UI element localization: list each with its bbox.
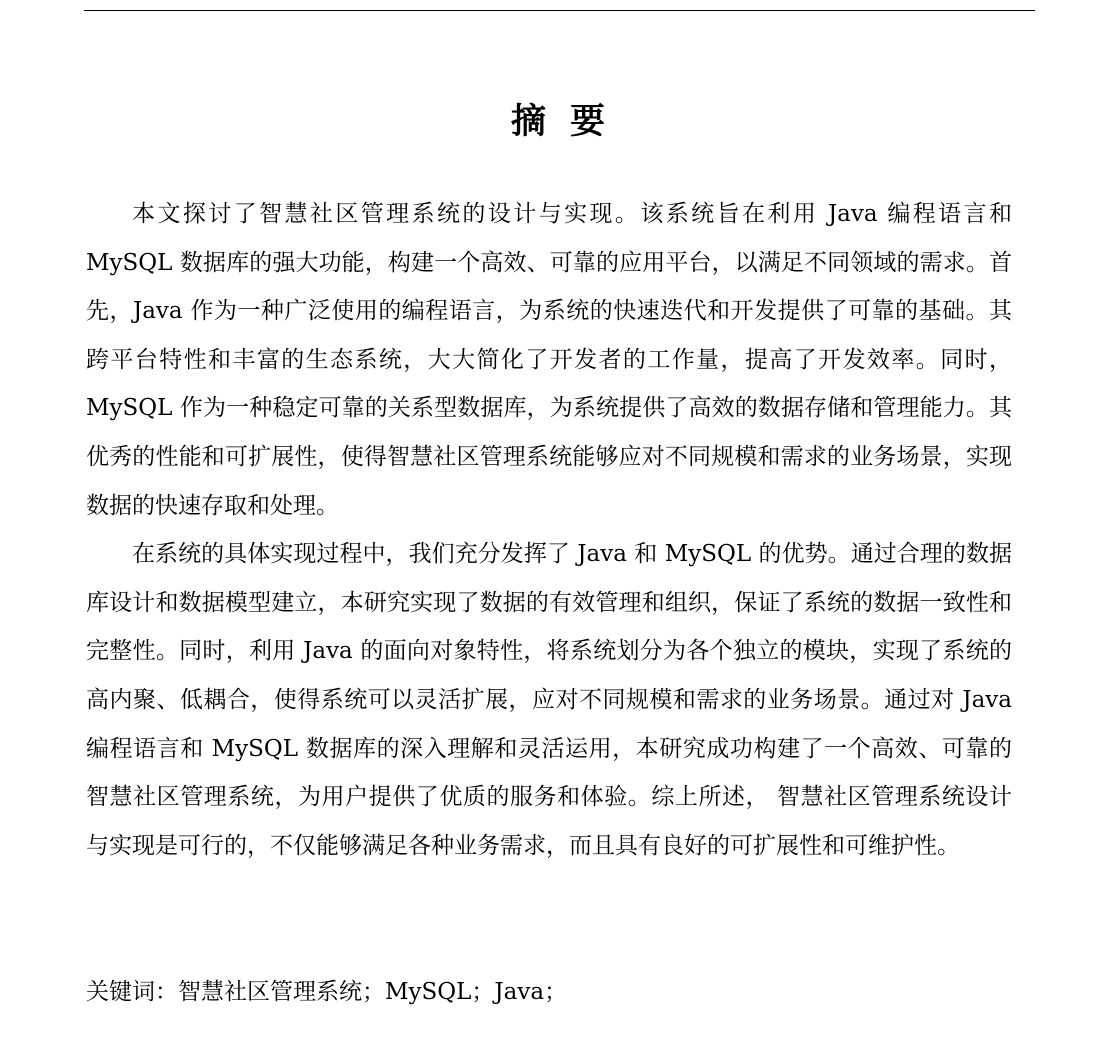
abstract-body (86, 190, 1012, 870)
abstract-paragraph-2: 在系统的具体实现过程中，我们充分发挥了 Java 和 MySQL 的优势。通过合理的数据库设计和数据模型建立，本研究实现了数据的有效管理和组织，保证了系统的数据一致性和完整性。同时，利用 Java 的面向对象特性，将系统划分为各个独立的模块，实现了系统的高内聚、低耦合，使得系统可以灵活扩展，应对不同规模和需求的业务场景。通过对 Java 编程语言和 MySQL 数据库的深入理解和灵活运用，本研究成功构建了一个高效、可靠的智慧社区管理系统，为用户提供了优质的服务和体验。综上所述， 智慧社区管理系统设计与实现是可行的，不仅能够满足各种业务需求，而且具有良好的可扩展性和可维护性。 (86, 541, 1012, 859)
abstract-paragraph-1: 本文探讨了智慧社区管理系统的设计与实现。该系统旨在利用 Java 编程语言和 MySQL 数据库的强大功能，构建一个高效、可靠的应用平台，以满足不同领域的需求。首先，Java 作为一种广泛使用的编程语言，为系统的快速迭代和开发提供了可靠的基础。其跨平台特性和丰富的生态系统，大大简化了开发者的工作量，提高了开发效率。同时，MySQL 作为一种稳定可靠的关系型数据库，为系统提供了高效的数据存储和管理能力。其优秀的性能和可扩展性，使得智慧社区管理系统能够应对不同规模和需求的业务场景，实现数据的快速存取和处理。 (86, 201, 1012, 519)
header-rule (84, 10, 1035, 11)
abstract-title: 摘要 (510, 101, 629, 142)
keywords-line: 关键词：智慧社区管理系统；MySQL；Java； (86, 979, 568, 1005)
